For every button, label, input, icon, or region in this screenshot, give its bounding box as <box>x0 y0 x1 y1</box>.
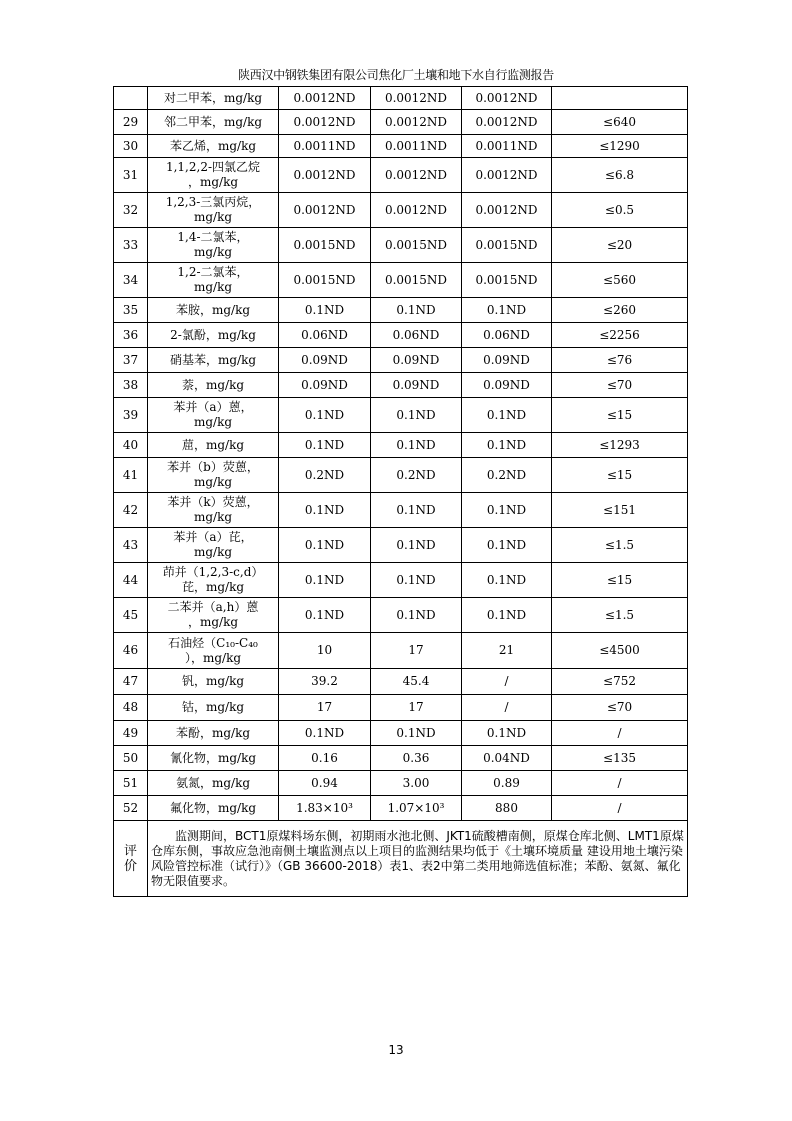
result-cell-2: 1.07×10³ <box>371 796 462 821</box>
table-row <box>114 348 688 373</box>
row-number-cell <box>114 87 148 110</box>
item-name-cell: 苯并（a）芘， mg/kg <box>148 528 279 563</box>
screening-limit-cell: ≤1290 <box>552 135 688 158</box>
screening-limit-cell: ≤260 <box>552 298 688 323</box>
row-number-cell: 51 <box>114 771 148 796</box>
result-cell-1: 17 <box>279 695 371 721</box>
result-cell-1: 0.1ND <box>279 563 371 598</box>
result-cell-1: 1.83×10³ <box>279 796 371 821</box>
row-number-cell: 35 <box>114 298 148 323</box>
result-cell-1: 0.0015ND <box>279 263 371 298</box>
row-number-cell: 50 <box>114 746 148 771</box>
monitoring-results-table <box>113 86 688 897</box>
item-name-cell: 硝基苯，mg/kg <box>148 348 279 373</box>
result-cell-2: 0.2ND <box>371 458 462 493</box>
result-cell-3: 0.0012ND <box>462 110 552 135</box>
table-row <box>114 373 688 398</box>
result-cell-3: 0.0012ND <box>462 158 552 193</box>
result-cell-2: 3.00 <box>371 771 462 796</box>
table-row <box>114 323 688 348</box>
result-cell-3: 0.2ND <box>462 458 552 493</box>
result-cell-1: 0.0015ND <box>279 228 371 263</box>
result-cell-1: 0.2ND <box>279 458 371 493</box>
result-cell-3: 0.1ND <box>462 721 552 746</box>
screening-limit-cell: ≤76 <box>552 348 688 373</box>
result-cell-2: 0.1ND <box>371 493 462 528</box>
result-cell-2: 0.1ND <box>371 298 462 323</box>
item-name-cell: 石油烃（C₁₀-C₄₀ ），mg/kg <box>148 633 279 669</box>
result-cell-3: 0.1ND <box>462 598 552 633</box>
row-number-cell: 37 <box>114 348 148 373</box>
row-number-cell: 47 <box>114 669 148 695</box>
result-cell-1: 39.2 <box>279 669 371 695</box>
result-cell-3: 880 <box>462 796 552 821</box>
table-row <box>114 563 688 598</box>
row-number-cell: 33 <box>114 228 148 263</box>
row-number-cell: 31 <box>114 158 148 193</box>
result-cell-2: 0.09ND <box>371 348 462 373</box>
screening-limit-cell: ≤560 <box>552 263 688 298</box>
result-cell-3: 21 <box>462 633 552 669</box>
row-number-cell: 38 <box>114 373 148 398</box>
table-row <box>114 298 688 323</box>
result-cell-3: 0.1ND <box>462 398 552 433</box>
screening-limit-cell: ≤2256 <box>552 323 688 348</box>
page-number: 13 <box>388 1043 404 1057</box>
screening-limit-cell <box>552 87 688 110</box>
result-cell-2: 0.36 <box>371 746 462 771</box>
result-cell-1: 0.0012ND <box>279 158 371 193</box>
result-cell-3: 0.0012ND <box>462 193 552 228</box>
result-cell-2: 0.0012ND <box>371 87 462 110</box>
screening-limit-cell: ≤70 <box>552 373 688 398</box>
result-cell-2: 0.1ND <box>371 563 462 598</box>
row-number-cell: 42 <box>114 493 148 528</box>
screening-limit-cell: ≤20 <box>552 228 688 263</box>
item-name-cell: 苯并（b）荧蒽， mg/kg <box>148 458 279 493</box>
result-cell-2: 45.4 <box>371 669 462 695</box>
item-name-cell: 1,4-二氯苯， mg/kg <box>148 228 279 263</box>
result-cell-1: 0.0012ND <box>279 193 371 228</box>
result-cell-1: 0.1ND <box>279 493 371 528</box>
table-row <box>114 598 688 633</box>
result-cell-3: 0.1ND <box>462 528 552 563</box>
screening-limit-cell: ≤151 <box>552 493 688 528</box>
result-cell-2: 0.1ND <box>371 398 462 433</box>
result-cell-1: 0.0011ND <box>279 135 371 158</box>
result-cell-2: 0.0011ND <box>371 135 462 158</box>
row-number-cell: 41 <box>114 458 148 493</box>
table-row <box>114 771 688 796</box>
result-cell-3: 0.1ND <box>462 563 552 598</box>
result-cell-2: 0.0015ND <box>371 263 462 298</box>
result-cell-3: 0.0015ND <box>462 228 552 263</box>
item-name-cell: 苯乙烯，mg/kg <box>148 135 279 158</box>
result-cell-2: 0.0012ND <box>371 110 462 135</box>
screening-limit-cell: ≤15 <box>552 458 688 493</box>
item-name-cell: 钴，mg/kg <box>148 695 279 721</box>
table-row <box>114 87 688 110</box>
screening-limit-cell: ≤1293 <box>552 433 688 458</box>
table-row <box>114 633 688 669</box>
row-number-cell: 52 <box>114 796 148 821</box>
result-cell-2: 17 <box>371 633 462 669</box>
item-name-cell: 氰化物，mg/kg <box>148 746 279 771</box>
result-cell-3: 0.0011ND <box>462 135 552 158</box>
result-cell-2: 0.06ND <box>371 323 462 348</box>
row-number-cell: 44 <box>114 563 148 598</box>
table-row <box>114 493 688 528</box>
screening-limit-cell: / <box>552 771 688 796</box>
result-cell-2: 0.0012ND <box>371 158 462 193</box>
item-name-cell: 二苯并（a,h）蒽 ，mg/kg <box>148 598 279 633</box>
evaluation-row <box>114 821 688 897</box>
row-number-cell: 43 <box>114 528 148 563</box>
table-row <box>114 746 688 771</box>
result-cell-3: 0.1ND <box>462 298 552 323</box>
row-number-cell: 36 <box>114 323 148 348</box>
table-row <box>114 669 688 695</box>
result-cell-1: 0.16 <box>279 746 371 771</box>
result-cell-2: 0.1ND <box>371 598 462 633</box>
result-cell-1: 0.94 <box>279 771 371 796</box>
item-name-cell: 钒，mg/kg <box>148 669 279 695</box>
evaluation-text: 监测期间，BCT1原煤料场东侧，初期雨水池北侧、JKT1硫酸槽南侧，原煤仓库北侧、LMT1原煤仓库东侧，事故应急池南侧土壤监测点以上项目的监测结果均低于《土壤环境质量 建设用地土壤污染风险管控标准（试行）》（GB 36600-2018）表1、表2中第二类用地筛选值标准；苯酚、氨氮、氟化物无限值要求。 <box>148 821 688 897</box>
row-number-cell: 46 <box>114 633 148 669</box>
table-body <box>114 87 688 897</box>
table-row <box>114 110 688 135</box>
result-cell-1: 10 <box>279 633 371 669</box>
result-cell-3: 0.09ND <box>462 373 552 398</box>
table-row <box>114 263 688 298</box>
row-number-cell: 45 <box>114 598 148 633</box>
screening-limit-cell: / <box>552 796 688 821</box>
table-row <box>114 135 688 158</box>
result-cell-1: 0.09ND <box>279 373 371 398</box>
page-header: 陕西汉中钢铁集团有限公司焦化厂土壤和地下水自行监测报告 <box>238 68 554 82</box>
row-number-cell: 39 <box>114 398 148 433</box>
result-cell-3: 0.0012ND <box>462 87 552 110</box>
result-cell-1: 0.0012ND <box>279 110 371 135</box>
result-cell-3: 0.0015ND <box>462 263 552 298</box>
result-cell-2: 0.1ND <box>371 528 462 563</box>
table-row <box>114 433 688 458</box>
table-row <box>114 193 688 228</box>
result-cell-3: 0.09ND <box>462 348 552 373</box>
row-number-cell: 40 <box>114 433 148 458</box>
result-cell-1: 0.1ND <box>279 398 371 433</box>
table-row <box>114 458 688 493</box>
result-cell-3: / <box>462 669 552 695</box>
table-row <box>114 695 688 721</box>
screening-limit-cell: ≤640 <box>552 110 688 135</box>
item-name-cell: 苯酚，mg/kg <box>148 721 279 746</box>
screening-limit-cell: ≤135 <box>552 746 688 771</box>
item-name-cell: 氨氮，mg/kg <box>148 771 279 796</box>
table-row <box>114 528 688 563</box>
table-row <box>114 721 688 746</box>
row-number-cell: 48 <box>114 695 148 721</box>
result-cell-3: 0.06ND <box>462 323 552 348</box>
item-name-cell: 1,1,2,2-四氯乙烷 ，mg/kg <box>148 158 279 193</box>
result-cell-2: 0.0015ND <box>371 228 462 263</box>
result-cell-3: 0.04ND <box>462 746 552 771</box>
screening-limit-cell: ≤1.5 <box>552 598 688 633</box>
result-cell-2: 17 <box>371 695 462 721</box>
item-name-cell: 1,2,3-三氯丙烷， mg/kg <box>148 193 279 228</box>
screening-limit-cell: ≤4500 <box>552 633 688 669</box>
screening-limit-cell: ≤752 <box>552 669 688 695</box>
item-name-cell: 苯并（k）荧蒽， mg/kg <box>148 493 279 528</box>
item-name-cell: 苯胺，mg/kg <box>148 298 279 323</box>
table-row <box>114 398 688 433</box>
row-number-cell: 30 <box>114 135 148 158</box>
screening-limit-cell: / <box>552 721 688 746</box>
result-cell-2: 0.09ND <box>371 373 462 398</box>
screening-limit-cell: ≤15 <box>552 398 688 433</box>
row-number-cell: 34 <box>114 263 148 298</box>
row-number-cell: 32 <box>114 193 148 228</box>
table-row <box>114 158 688 193</box>
item-name-cell: 邻二甲苯，mg/kg <box>148 110 279 135</box>
result-cell-3: / <box>462 695 552 721</box>
result-cell-1: 0.1ND <box>279 433 371 458</box>
result-cell-1: 0.1ND <box>279 528 371 563</box>
result-cell-2: 0.1ND <box>371 721 462 746</box>
result-cell-2: 0.0012ND <box>371 193 462 228</box>
result-cell-1: 0.1ND <box>279 298 371 323</box>
item-name-cell: 茚并（1,2,3-c,d） 芘，mg/kg <box>148 563 279 598</box>
result-cell-1: 0.0012ND <box>279 87 371 110</box>
item-name-cell: 萘，mg/kg <box>148 373 279 398</box>
result-cell-3: 0.1ND <box>462 493 552 528</box>
result-cell-3: 0.1ND <box>462 433 552 458</box>
evaluation-label: 评 价 <box>114 821 148 897</box>
item-name-cell: 䓛，mg/kg <box>148 433 279 458</box>
result-cell-1: 0.09ND <box>279 348 371 373</box>
result-cell-1: 0.1ND <box>279 598 371 633</box>
table-row <box>114 228 688 263</box>
screening-limit-cell: ≤70 <box>552 695 688 721</box>
row-number-cell: 29 <box>114 110 148 135</box>
result-cell-2: 0.1ND <box>371 433 462 458</box>
screening-limit-cell: ≤6.8 <box>552 158 688 193</box>
screening-limit-cell: ≤0.5 <box>552 193 688 228</box>
screening-limit-cell: ≤15 <box>552 563 688 598</box>
item-name-cell: 氟化物，mg/kg <box>148 796 279 821</box>
table-row <box>114 796 688 821</box>
result-cell-3: 0.89 <box>462 771 552 796</box>
item-name-cell: 2-氯酚，mg/kg <box>148 323 279 348</box>
result-cell-1: 0.06ND <box>279 323 371 348</box>
item-name-cell: 对二甲苯，mg/kg <box>148 87 279 110</box>
row-number-cell: 49 <box>114 721 148 746</box>
result-cell-1: 0.1ND <box>279 721 371 746</box>
item-name-cell: 苯并（a）蒽， mg/kg <box>148 398 279 433</box>
item-name-cell: 1,2-二氯苯， mg/kg <box>148 263 279 298</box>
screening-limit-cell: ≤1.5 <box>552 528 688 563</box>
